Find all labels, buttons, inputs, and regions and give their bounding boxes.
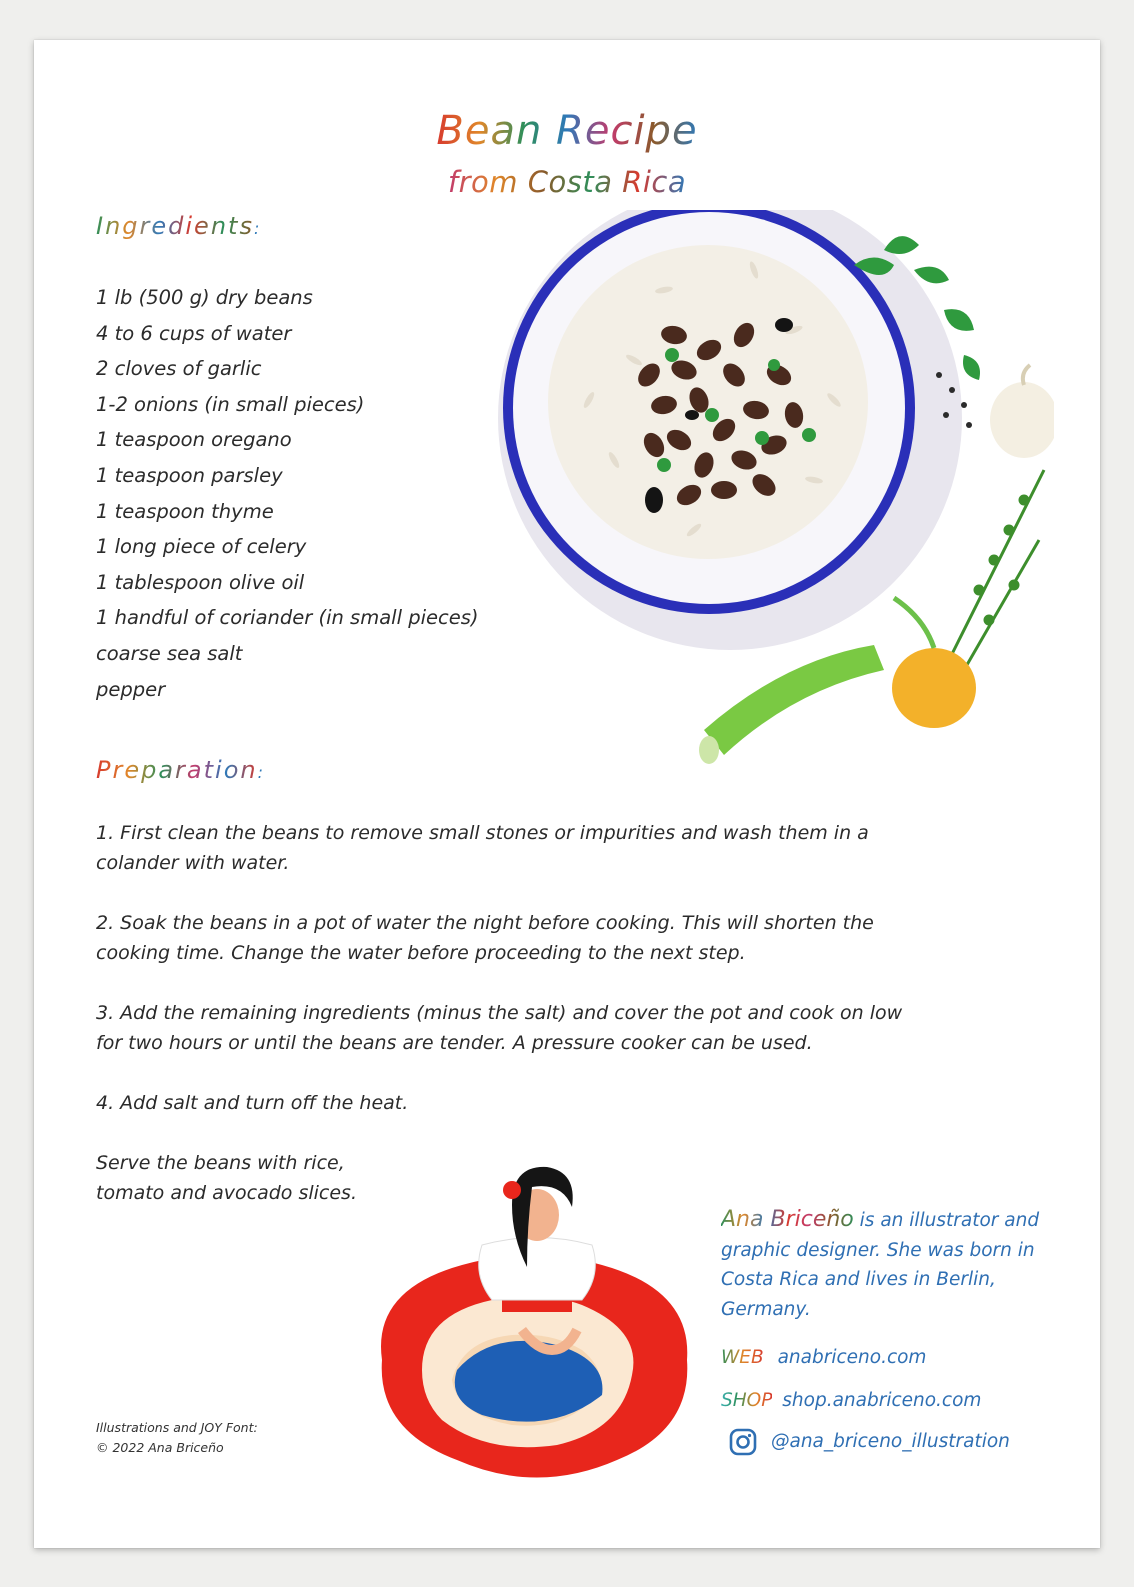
credit-line-1: Illustrations and JOY Font:: [96, 1420, 258, 1435]
step-1: 1. First clean the beans to remove small stones or impurities and wash them in a colander with water.: [96, 822, 869, 874]
instagram-icon: [729, 1428, 757, 1456]
title-text: Bean Recipe: [436, 108, 698, 154]
recipe-title: [34, 108, 1100, 154]
web-link[interactable]: anabriceno.com: [777, 1347, 927, 1368]
ingredient-item: 1 teaspoon parsley: [96, 463, 283, 487]
celery: [699, 645, 884, 764]
shop-label: SHOP: [721, 1390, 773, 1411]
blouse: [479, 1238, 596, 1301]
ingredients-list: [96, 280, 478, 707]
author-bio-text: is an illustrator and graphic designer. She was born in Costa Rica and lives in Berlin, Germany.: [721, 1210, 1040, 1320]
dancer-illustration: [362, 1160, 702, 1540]
web-row: [721, 1347, 926, 1368]
credit: [96, 1418, 258, 1458]
credit-line-2: © 2022 Ana Briceño: [96, 1440, 224, 1455]
instagram-row: [729, 1428, 1010, 1456]
ingredient-item: 1 teaspoon oregano: [96, 428, 292, 452]
serving-line-2: tomato and avocado slices.: [96, 1182, 357, 1204]
instagram-handle[interactable]: @ana_briceno_illustration: [771, 1431, 1010, 1452]
heading-colon: :: [257, 763, 265, 782]
onion: [892, 598, 976, 728]
author-bio: [721, 1205, 1051, 1324]
subtitle-text: from Costa Rica: [447, 165, 687, 199]
shop-row: [721, 1390, 981, 1411]
ingredient-item: 2 cloves of garlic: [96, 357, 262, 381]
thyme-sprig: [949, 470, 1044, 670]
ingredient-item: coarse sea salt: [96, 641, 243, 665]
garlic: [990, 365, 1054, 458]
web-label: WEB: [721, 1347, 764, 1368]
recipe-subtitle: [34, 165, 1100, 199]
step-3: 3. Add the remaining ingredients (minus the salt) and cover the pot and cook on low for two hours or until the beans are tender. A pressure cooker can be used.: [96, 1002, 903, 1054]
preparation-heading-text: Preparation: [96, 756, 258, 784]
ingredient-item: 1 teaspoon thyme: [96, 499, 274, 523]
ingredient-item: 1 tablespoon olive oil: [96, 570, 305, 594]
ingredient-item: 1 long piece of celery: [96, 535, 307, 559]
author-name: Ana Briceño: [721, 1207, 854, 1232]
ingredients-heading: [96, 212, 261, 240]
step-4: 4. Add salt and turn off the heat.: [96, 1092, 409, 1114]
step-2: 2. Soak the beans in a pot of water the night before cooking. This will shorten the cooking time. Change the water before proceeding to the next step.: [96, 912, 874, 964]
bean-dish-illustration: [494, 210, 1054, 770]
preparation-heading: [96, 756, 265, 784]
heading-colon: :: [253, 219, 262, 238]
recipe-sheet: [34, 40, 1100, 1548]
serving-line-1: Serve the beans with rice,: [96, 1152, 345, 1174]
ingredient-item: 1 handful of coriander (in small pieces): [96, 606, 479, 630]
ingredient-item: 1-2 onions (in small pieces): [96, 392, 365, 416]
ingredients-heading-text: Ingredients: [96, 212, 254, 240]
shop-link[interactable]: shop.anabriceno.com: [782, 1390, 982, 1411]
ingredient-item: pepper: [96, 677, 166, 701]
ingredient-item: 4 to 6 cups of water: [96, 321, 292, 345]
ingredient-item: 1 lb (500 g) dry beans: [96, 286, 313, 309]
flower: [503, 1181, 521, 1199]
